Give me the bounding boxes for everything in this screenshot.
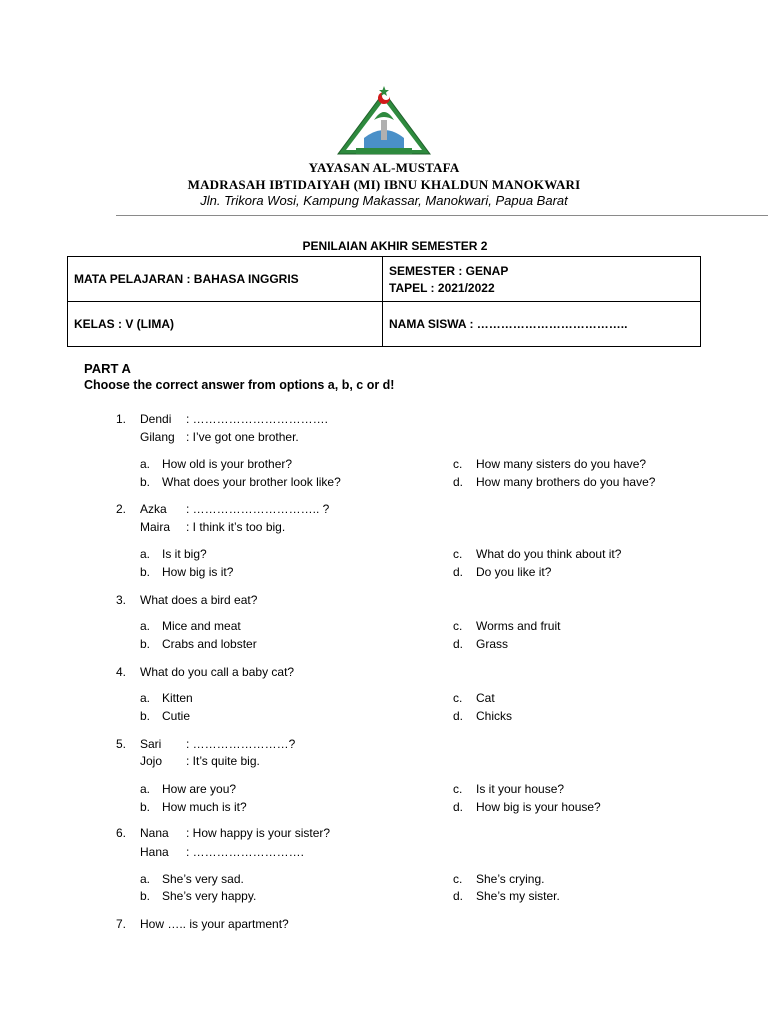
- option-text: How old is your brother?: [162, 457, 293, 471]
- question-number: 2.: [116, 502, 127, 516]
- exam-title: PENILAIAN AKHIR SEMESTER 2: [302, 239, 488, 253]
- option-text: Cutie: [162, 709, 191, 723]
- option-text: She’s crying.: [476, 872, 545, 886]
- option-text: How big is it?: [162, 565, 234, 579]
- part-title: PART A: [84, 361, 131, 376]
- dialog-text: : I’ve got one brother.: [186, 430, 299, 444]
- question-number: 1.: [116, 412, 127, 426]
- option-letter: a.: [140, 691, 151, 705]
- option-letter: b.: [140, 889, 151, 903]
- dialog-line: [140, 845, 304, 859]
- dialog-speaker: Gilang: [140, 430, 175, 444]
- dialog-text: : …………………………….: [186, 412, 329, 426]
- dialog-speaker: Maira: [140, 520, 171, 534]
- option-text: Grass: [476, 637, 509, 651]
- option-text: How many brothers do you have?: [476, 475, 656, 489]
- dialog-line: [140, 502, 329, 516]
- option-text: She’s my sister.: [476, 889, 560, 903]
- dialog-line: [140, 826, 330, 840]
- header-divider: [116, 215, 768, 216]
- student-name-cell: [383, 302, 701, 347]
- option-letter: b.: [140, 565, 151, 579]
- option-letter: c.: [453, 547, 463, 561]
- option-text: She’s very happy.: [162, 889, 257, 903]
- exam-info-table: [67, 256, 701, 347]
- option-letter: d.: [453, 889, 464, 903]
- option-text: Kitten: [162, 691, 193, 705]
- option-letter: b.: [140, 709, 151, 723]
- question-number: 5.: [116, 737, 127, 751]
- option-letter: b.: [140, 800, 151, 814]
- semester-label: SEMESTER : GENAP: [389, 263, 509, 278]
- option-text: How are you?: [162, 782, 237, 796]
- option-text: How many sisters do you have?: [476, 457, 647, 471]
- dialog-line: [140, 412, 328, 426]
- option-text: Worms and fruit: [476, 619, 561, 633]
- dialog-text: : I think it’s too big.: [186, 520, 286, 534]
- dialog-speaker: Azka: [140, 502, 167, 516]
- question-number: 6.: [116, 826, 127, 840]
- option-text: What does your brother look like?: [162, 475, 341, 489]
- question-number: 4.: [116, 665, 127, 679]
- dialog-line: [140, 754, 260, 768]
- option-text: Chicks: [476, 709, 513, 723]
- option-letter: d.: [453, 565, 464, 579]
- dialog-text: : ………………………….. ?: [186, 502, 330, 516]
- option-letter: d.: [453, 800, 464, 814]
- question-text: How ….. is your apartment?: [140, 917, 289, 931]
- question-number: 3.: [116, 593, 127, 607]
- option-letter: a.: [140, 457, 151, 471]
- dialog-text: : It’s quite big.: [186, 754, 260, 768]
- dialog-line: [140, 520, 285, 534]
- school-crest-logo: [334, 86, 434, 158]
- option-text: She’s very sad.: [162, 872, 244, 886]
- semester-cell: [383, 257, 701, 302]
- option-text: What do you think about it?: [476, 547, 622, 561]
- subject-label: MATA PELAJARAN : BAHASA INGGRIS: [74, 272, 299, 286]
- option-letter: b.: [140, 637, 151, 651]
- option-letter: c.: [453, 691, 463, 705]
- dialog-speaker: Hana: [140, 845, 169, 859]
- option-letter: d.: [453, 709, 464, 723]
- dialog-speaker: Jojo: [140, 754, 163, 768]
- subject-cell: [68, 257, 383, 302]
- dialog-speaker: Nana: [140, 826, 169, 840]
- option-text: Cat: [476, 691, 495, 705]
- option-letter: d.: [453, 637, 464, 651]
- option-letter: a.: [140, 619, 151, 633]
- school-name: MADRASAH IBTIDAIYAH (MI) IBNU KHALDUN MANOKWARI: [187, 177, 581, 192]
- dialog-line: [140, 430, 299, 444]
- option-letter: b.: [140, 475, 151, 489]
- option-letter: a.: [140, 872, 151, 886]
- dialog-speaker: Dendi: [140, 412, 172, 426]
- question-text: What does a bird eat?: [140, 593, 258, 607]
- student-name-label: NAMA SISWA : ………………………………..: [389, 317, 628, 331]
- part-instruction: Choose the correct answer from options a, b, c or d!: [84, 378, 395, 392]
- dialog-text: : ……………………?: [186, 737, 296, 751]
- option-text: Mice and meat: [162, 619, 241, 633]
- tapel-label: TAPEL : 2021/2022: [389, 280, 495, 295]
- class-cell: [68, 302, 383, 347]
- dialog-speaker: Sari: [140, 737, 162, 751]
- option-text: Crabs and lobster: [162, 637, 257, 651]
- dialog-text: : How happy is your sister?: [186, 826, 331, 840]
- option-letter: d.: [453, 475, 464, 489]
- class-label: KELAS : V (LIMA): [74, 317, 174, 331]
- question-text: What do you call a baby cat?: [140, 665, 295, 679]
- dialog-line: [140, 737, 295, 751]
- option-letter: c.: [453, 782, 463, 796]
- school-address: Jln. Trikora Wosi, Kampung Makassar, Manokwari, Papua Barat: [200, 193, 568, 208]
- option-text: How big is your house?: [476, 800, 601, 814]
- option-text: Is it big?: [162, 547, 207, 561]
- option-letter: a.: [140, 782, 151, 796]
- option-text: Is it your house?: [476, 782, 565, 796]
- option-letter: c.: [453, 872, 463, 886]
- question-number: 7.: [116, 917, 127, 931]
- option-text: How much is it?: [162, 800, 247, 814]
- dialog-text: : ……………………….: [186, 845, 305, 859]
- foundation-name: YAYASAN AL-MUSTAFA: [308, 160, 460, 175]
- option-letter: c.: [453, 457, 463, 471]
- option-letter: c.: [453, 619, 463, 633]
- option-letter: a.: [140, 547, 151, 561]
- option-text: Do you like it?: [476, 565, 552, 579]
